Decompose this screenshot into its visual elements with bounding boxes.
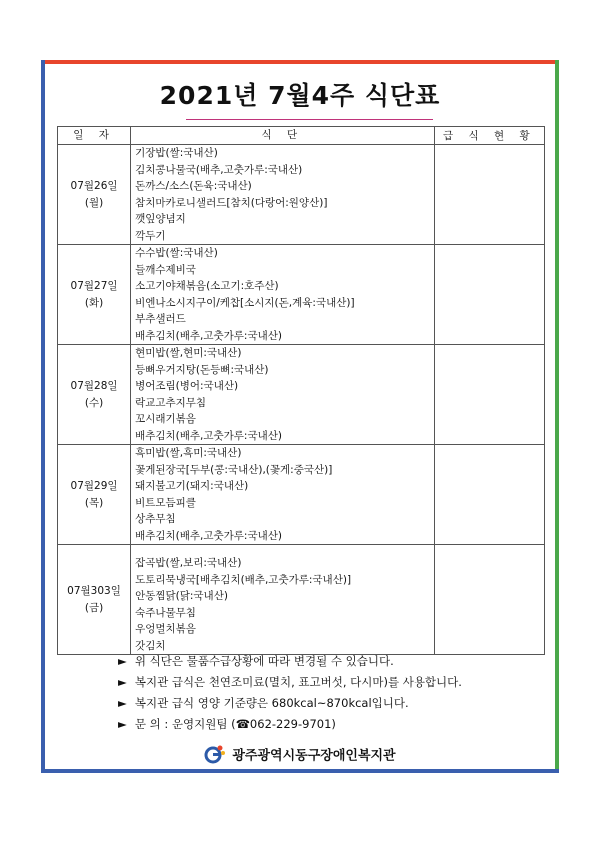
table-row xyxy=(58,345,545,445)
note-text: 문 의 : 운영지원팀 (☎062-229-9701) xyxy=(134,717,336,731)
note-item xyxy=(118,672,462,693)
meal-item: 병어조림(병어:국내산) xyxy=(135,380,239,392)
meal-cell xyxy=(131,545,435,655)
date-cell xyxy=(58,545,131,655)
note-item xyxy=(118,693,462,714)
date-text: 07월27일 xyxy=(70,279,118,292)
meal-item: 돈까스/소스(돈육:국내산) xyxy=(135,180,252,192)
meal-item: 참치마카로니샐러드[참치(다랑어:원양산)] xyxy=(135,196,328,209)
meal-item: 락교고추지무침 xyxy=(135,396,207,409)
date-cell xyxy=(58,145,131,245)
table-row xyxy=(58,145,545,245)
meal-cell xyxy=(131,345,435,445)
meal-item: 갓김치 xyxy=(135,639,166,652)
meal-item: 잡곡밥(쌀,보리:국내산) xyxy=(135,557,242,569)
bullet-marker: ► xyxy=(118,717,127,731)
title-underline xyxy=(186,119,433,120)
border-bottom xyxy=(41,769,559,773)
meal-item: 숙주나물무침 xyxy=(135,606,196,619)
bullet-marker: ► xyxy=(118,675,127,689)
meal-item: 깻잎양념지 xyxy=(135,213,186,225)
page-title: 2021년 7월4주 식단표 xyxy=(159,81,441,110)
menu-table xyxy=(57,126,545,655)
date-text: 07월28일 xyxy=(70,379,118,392)
meal-item: 배추김치(배추,고춧가루:국내산) xyxy=(135,329,282,342)
date-text: 07월303일 xyxy=(67,584,121,597)
meal-item: 등뼈우거지탕(돈등뼈:국내산) xyxy=(135,363,269,376)
organization-logo-icon xyxy=(204,744,226,768)
meal-item: 꽃게된장국[두부(콩:국내산),(꽃게:중국산)] xyxy=(135,463,333,476)
note-text: 복지관 급식 영양 기준량은 680kcal~870kcal입니다. xyxy=(134,696,409,710)
meal-item: 들깨수제비국 xyxy=(135,263,196,276)
weekday-text: (금) xyxy=(84,601,104,614)
meal-item: 돼지불고기(돼지:국내산) xyxy=(135,480,249,492)
meal-item: 기장밥(쌀:국내산) xyxy=(135,147,218,159)
meal-item: 배추김치(배추,고춧가루:국내산) xyxy=(135,529,282,542)
date-text: 07월26일 xyxy=(70,179,118,192)
meal-cell xyxy=(131,245,435,345)
note-text: 위 식단은 물품수급상황에 따라 변경될 수 있습니다. xyxy=(134,654,394,668)
header-meal: 식 단 xyxy=(131,127,435,145)
status-cell xyxy=(434,545,544,655)
meal-item: 우엉멸치볶음 xyxy=(135,623,196,635)
border-left xyxy=(41,60,45,773)
bullet-marker: ► xyxy=(118,696,127,710)
weekday-text: (화) xyxy=(84,296,104,309)
header-date: 일 자 xyxy=(58,127,131,145)
meal-item: 꼬시래기볶음 xyxy=(135,413,196,425)
meal-item: 배추김치(배추,고춧가루:국내산) xyxy=(135,429,282,442)
table-header-row xyxy=(58,127,545,145)
note-item xyxy=(118,714,462,735)
note-item xyxy=(118,651,462,672)
border-right xyxy=(555,60,559,773)
meal-item: 부추샐러드 xyxy=(135,313,186,325)
status-cell xyxy=(434,345,544,445)
note-text: 복지관 급식은 천연조미료(멸치, 표고버섯, 다시마)를 사용합니다. xyxy=(134,675,462,689)
meal-cell xyxy=(131,445,435,545)
date-cell xyxy=(58,245,131,345)
date-cell xyxy=(58,345,131,445)
meal-cell xyxy=(131,145,435,245)
weekday-text: (수) xyxy=(84,396,104,409)
meal-item: 소고기야채볶음(소고기:호주산) xyxy=(135,280,279,292)
table-row xyxy=(58,245,545,345)
notes-list xyxy=(118,651,462,735)
table-row xyxy=(58,545,545,655)
meal-item: 비트모듬피클 xyxy=(135,496,196,509)
meal-item: 김치콩나물국(배추,고춧가루:국내산) xyxy=(135,163,303,176)
weekday-text: (월) xyxy=(84,196,104,209)
date-cell xyxy=(58,445,131,545)
meal-item: 수수밥(쌀:국내산) xyxy=(135,247,218,259)
organization-name: 광주광역시동구장애인복지관 xyxy=(232,748,396,764)
status-cell xyxy=(434,145,544,245)
status-cell xyxy=(434,445,544,545)
weekday-text: (목) xyxy=(84,496,104,509)
meal-item: 비엔나소시지구이/케찹[소시지(돈,계육:국내산)] xyxy=(135,296,355,309)
header-status: 급 식 현 황 xyxy=(434,127,544,145)
status-cell xyxy=(434,245,544,345)
bullet-marker: ► xyxy=(118,654,127,668)
footer-organization xyxy=(0,744,600,768)
table-row xyxy=(58,445,545,545)
meal-item: 도토리묵냉국[배추김치(배추,고춧가루:국내산)] xyxy=(135,573,352,586)
meal-item: 깍두기 xyxy=(135,229,166,242)
border-top xyxy=(41,60,559,64)
meal-item: 현미밥(쌀,현미:국내산) xyxy=(135,347,242,359)
date-text: 07월29일 xyxy=(70,479,118,492)
meal-item: 흑미밥(쌀,흑미:국내산) xyxy=(135,447,242,459)
meal-item: 안동찜닭(닭:국내산) xyxy=(135,590,228,602)
meal-item: 상추무침 xyxy=(135,513,176,525)
